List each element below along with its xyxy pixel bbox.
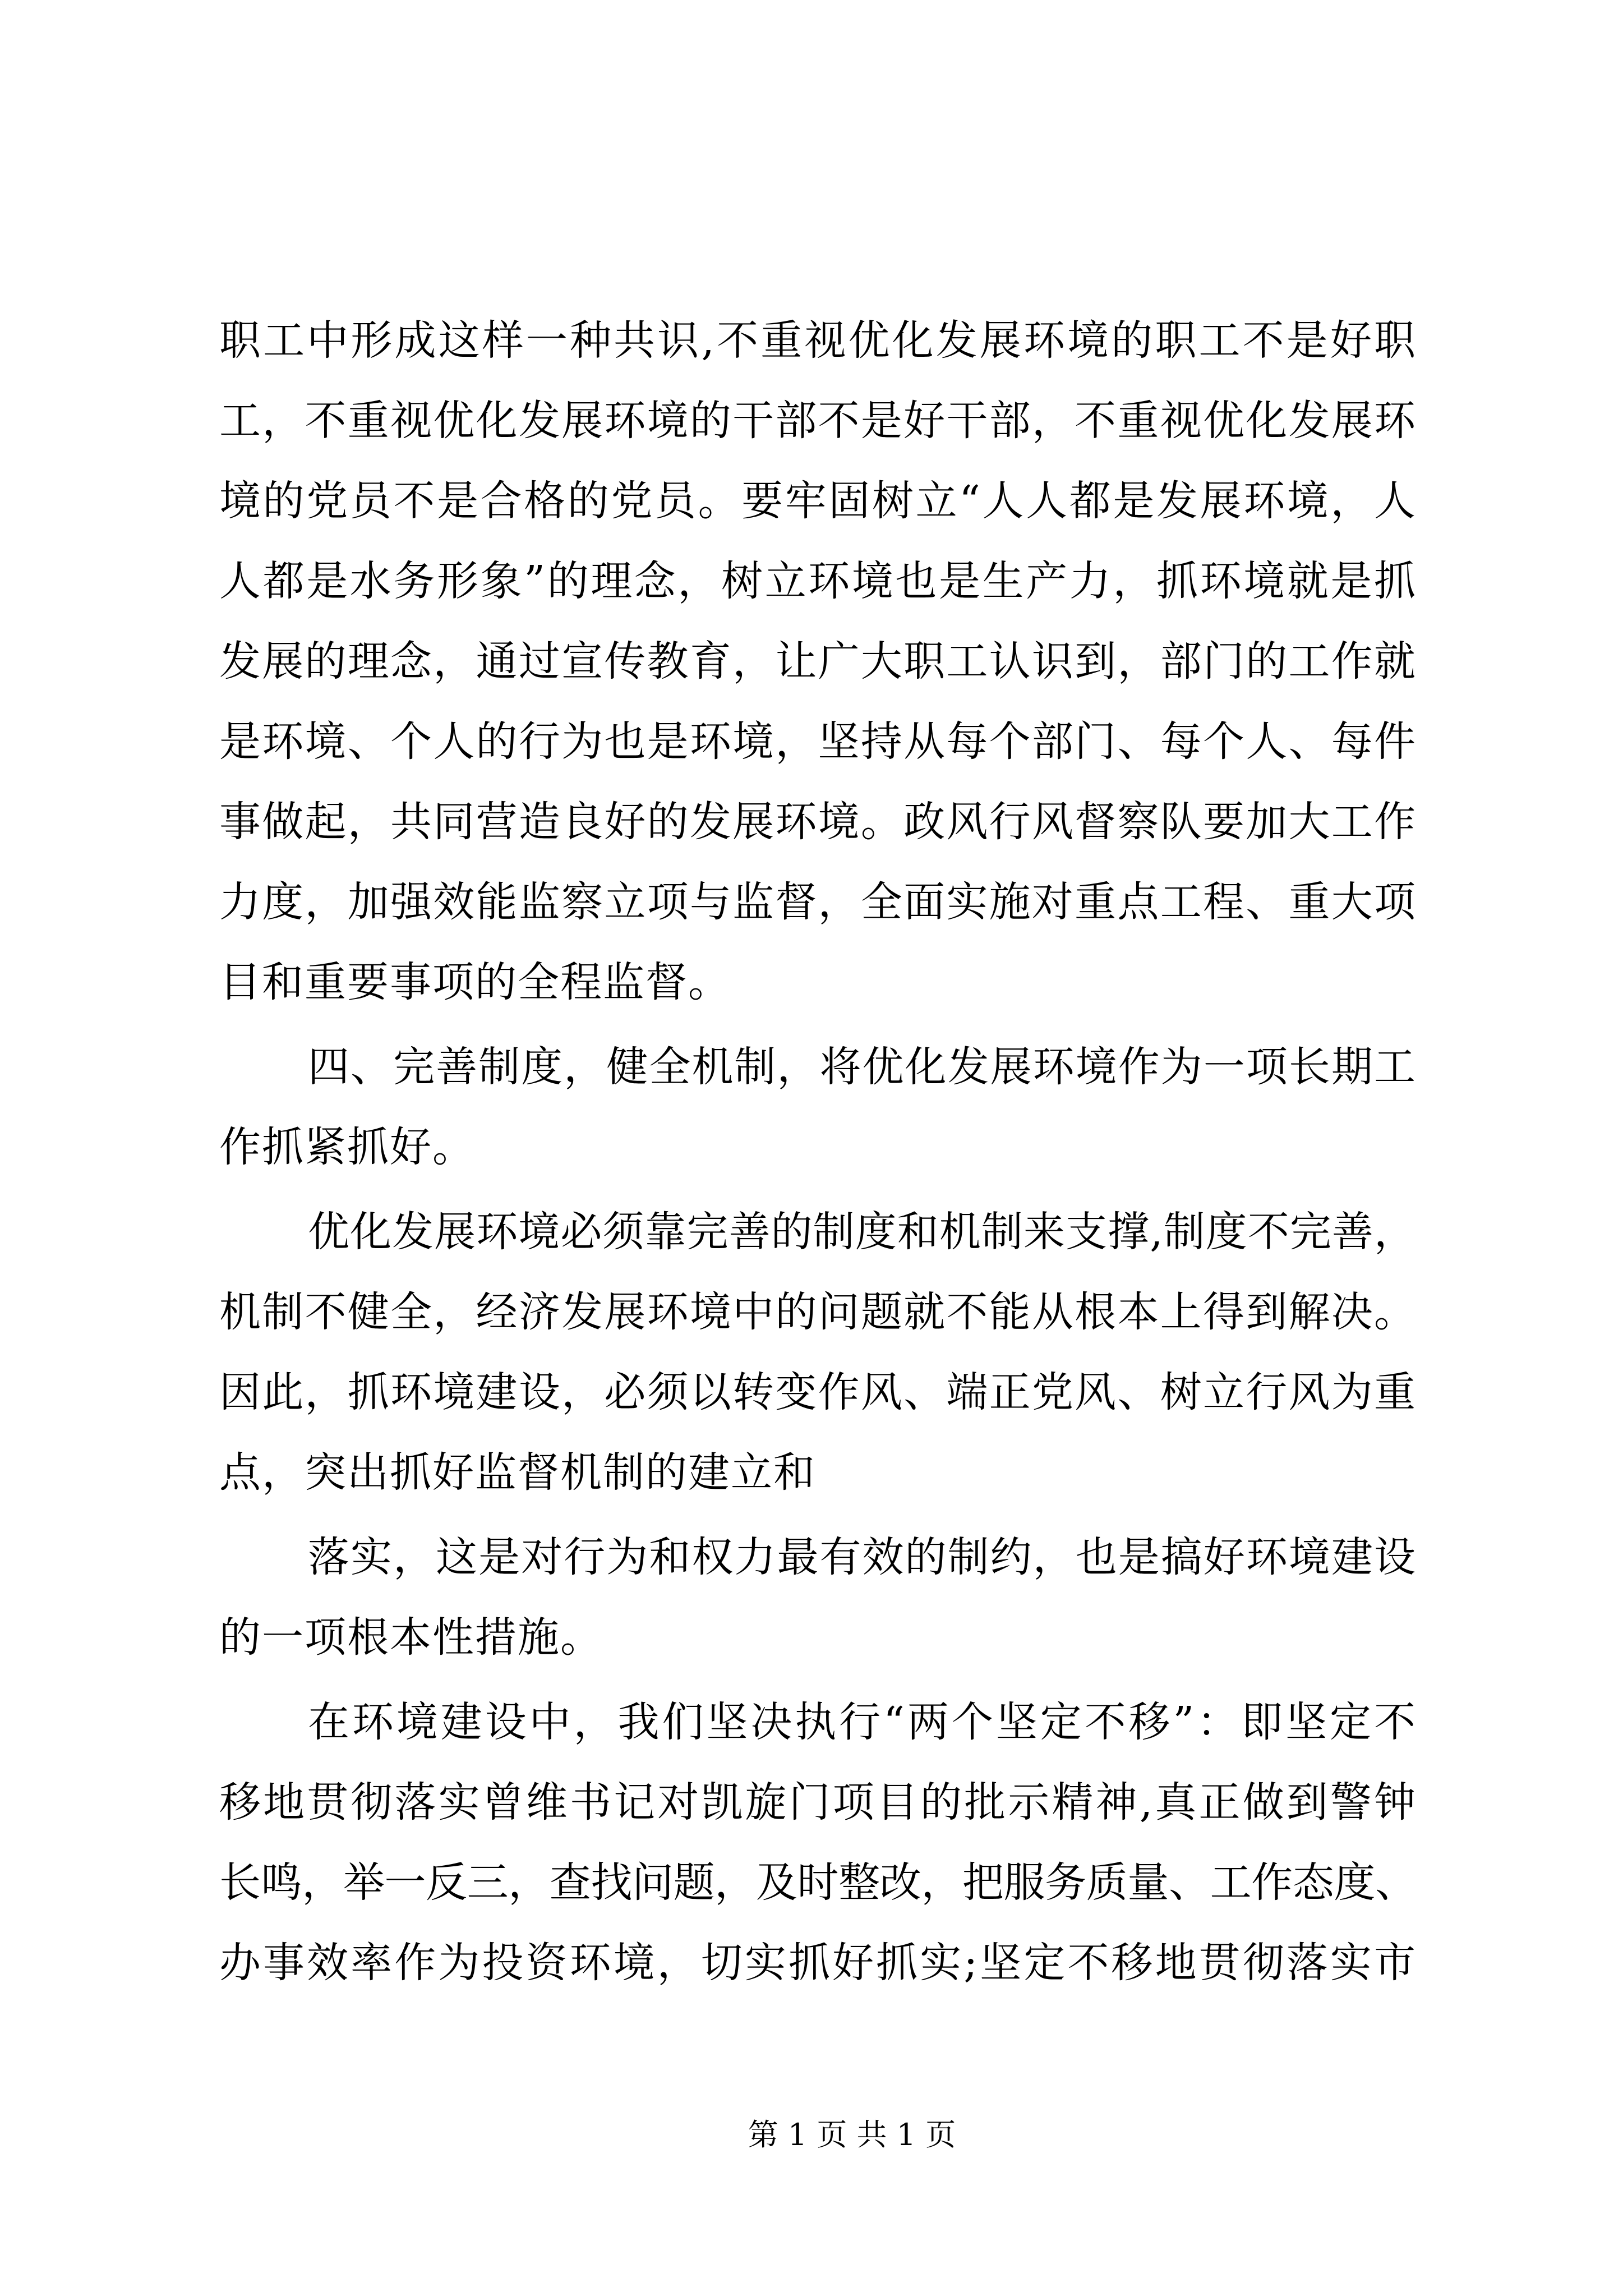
text-line: 的一项根本性措施。 — [219, 1613, 603, 1662]
text-line: 点，突出抓好监督机制的建立和 — [219, 1448, 816, 1497]
text-line: 目和重要事项的全程监督。 — [219, 958, 731, 1006]
text-line: 机制不健全，经济发展环境中的问题就不能从根本上得到解决。 — [219, 1288, 1415, 1336]
text-line: 长鸣，举一反三，查找问题，及时整改，把服务质量、工作态度、 — [219, 1858, 1415, 1907]
paragraph — [219, 1682, 1415, 2003]
text-line: 落实，这是对行为和权力最有效的制约，也是搞好环境建设 — [308, 1533, 1415, 1581]
text-line: 移地贯彻落实曾维书记对凯旋门项目的批示精神,真正做到警钟 — [219, 1778, 1415, 1826]
text-line: 工，不重视优化发展环境的干部不是好干部，不重视优化发展环 — [219, 397, 1415, 445]
text-line: 因此，抓环境建设，必须以转变作风、端正党风、树立行风为重 — [219, 1368, 1415, 1416]
section-heading-line: 作抓紧抓好。 — [219, 1123, 475, 1171]
text-line: 在环境建设中，我们坚决执行“两个坚定不移”：即坚定不 — [308, 1698, 1415, 1746]
paragraph — [219, 1192, 1415, 1513]
text-line: 优化发展环境必须靠完善的制度和机制来支撑,制度不完善， — [308, 1208, 1415, 1256]
text-line: 是环境、个人的行为也是环境，坚持从每个部门、每个人、每件 — [219, 717, 1415, 766]
paragraph — [219, 1027, 1415, 1188]
section-heading-line: 四、完善制度，健全机制，将优化发展环境作为一项长期工 — [308, 1043, 1415, 1091]
paragraph — [219, 301, 1415, 1023]
paragraph — [219, 1517, 1415, 1678]
text-line: 人都是水务形象”的理念，树立环境也是生产力，抓环境就是抓 — [219, 557, 1415, 605]
document-body — [219, 301, 1415, 2003]
text-line: 事做起，共同营造良好的发展环境。政风行风督察队要加大工作 — [219, 798, 1415, 846]
page-footer: 第 1 页 共 1 页 — [748, 2117, 956, 2152]
text-line: 职工中形成这样一种共识,不重视优化发展环境的职工不是好职 — [219, 316, 1415, 365]
text-line: 境的党员不是合格的党员。要牢固树立“人人都是发展环境，人 — [219, 477, 1415, 525]
text-line: 办事效率作为投资环境，切实抓好抓实;坚定不移地贯彻落实市 — [219, 1939, 1415, 1987]
text-line: 发展的理念，通过宣传教育，让广大职工认识到，部门的工作就 — [219, 637, 1415, 685]
text-line: 力度，加强效能监察立项与监督，全面实施对重点工程、重大项 — [219, 878, 1415, 926]
